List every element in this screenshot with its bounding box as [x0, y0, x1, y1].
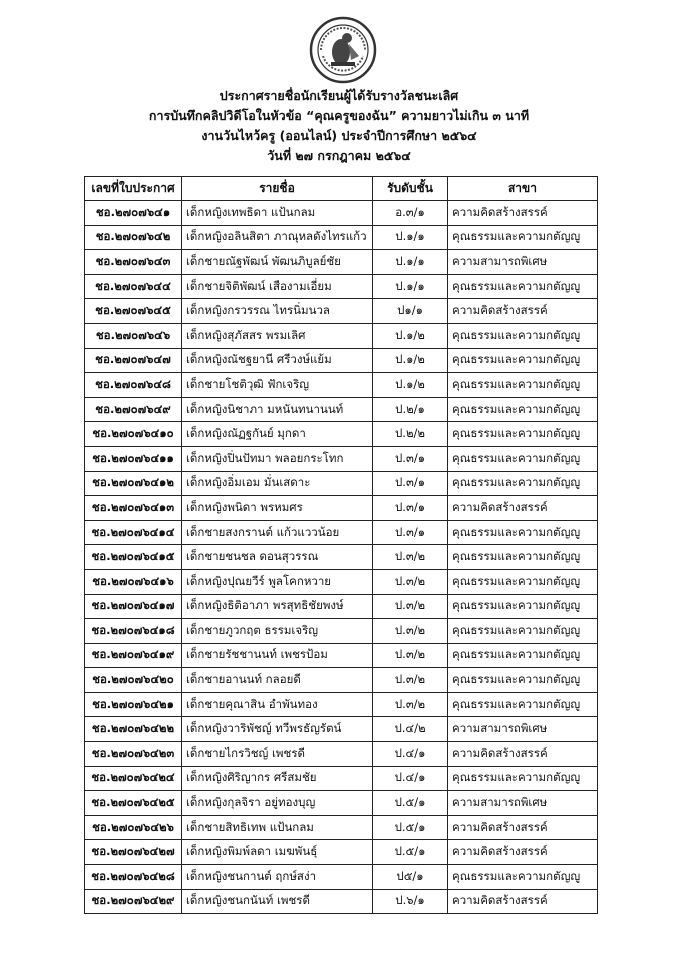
category-cell: คุณธรรมและความกตัญญู: [448, 471, 598, 496]
category-cell: คุณธรรมและความกตัญญู: [448, 225, 598, 250]
category-cell: คุณธรรมและความกตัญญู: [448, 865, 598, 890]
category-cell: คุณธรรมและความกตัญญู: [448, 274, 598, 299]
table-row: [85, 520, 598, 545]
certificate-number-cell: ชอ.๒๗๐๗๖๔๑๗: [85, 594, 182, 619]
grade-cell: ป.๓/๒: [373, 594, 448, 619]
category-cell: คุณธรรมและความกตัญญู: [448, 397, 598, 422]
table-row: [85, 348, 598, 373]
announcement-date: วันที่ ๒๗ กรกฎาคม ๒๕๖๔: [267, 148, 411, 163]
table-row: [85, 323, 598, 348]
category-cell: คุณธรรมและความกตัญญู: [448, 520, 598, 545]
student-name-cell: เด็กชายสงกรานต์ แก้วแววน้อย: [182, 520, 373, 545]
header-certificate-number: เลขที่ใบประกาศ: [85, 177, 182, 201]
grade-cell: ป.๑/๑: [373, 250, 448, 275]
student-name-cell: เด็กชายไกรวิชญ์ เพชรดี: [182, 742, 373, 767]
grade-cell: ป.๕/๑: [373, 840, 448, 865]
table-row: [85, 373, 598, 398]
category-cell: ความคิดสร้างสรรค์: [448, 889, 598, 914]
student-name-cell: เด็กชายณัฐพัฒน์ พัฒนภิบูลย์ชัย: [182, 250, 373, 275]
grade-cell: ป.๒/๒: [373, 422, 448, 447]
category-cell: คุณธรรมและความกตัญญู: [448, 323, 598, 348]
category-cell: คุณธรรมและความกตัญญู: [448, 348, 598, 373]
student-name-cell: เด็กชายภูวกฤต ธรรมเจริญ: [182, 619, 373, 644]
certificate-number-cell: ชอ.๒๗๐๗๖๔๒๙: [85, 889, 182, 914]
grade-cell: ป.๑/๒: [373, 323, 448, 348]
grade-cell: ป.๑/๑: [373, 225, 448, 250]
student-name-cell: เด็กหญิงณัชฐยานี ศรีวงษ์แย้ม: [182, 348, 373, 373]
table-row: [85, 496, 598, 521]
certificate-number-cell: ชอ.๒๗๐๗๖๔๓: [85, 250, 182, 275]
certificate-number-cell: ชอ.๒๗๐๗๖๔๑๐: [85, 422, 182, 447]
certificate-number-cell: ชอ.๒๗๐๗๖๔๑๓: [85, 496, 182, 521]
student-name-cell: เด็กหญิงณัฏฐกันย์ มุกดา: [182, 422, 373, 447]
certificate-number-cell: ชอ.๒๗๐๗๖๔๑๔: [85, 520, 182, 545]
grade-cell: ป.๓/๑: [373, 446, 448, 471]
grade-cell: ป.๓/๒: [373, 668, 448, 693]
certificate-number-cell: ชอ.๒๗๐๗๖๔๑๒: [85, 471, 182, 496]
certificate-number-cell: ชอ.๒๗๐๗๖๔๕: [85, 299, 182, 324]
certificate-number-cell: ชอ.๒๗๐๗๖๔๑: [85, 201, 182, 226]
category-cell: คุณธรรมและความกตัญญู: [448, 545, 598, 570]
winners-table: [84, 176, 598, 914]
certificate-number-cell: ชอ.๒๗๐๗๖๔๒๐: [85, 668, 182, 693]
student-name-cell: เด็กหญิงอิ่มเอม มั่นเสดาะ: [182, 471, 373, 496]
table-row: [85, 422, 598, 447]
header-grade: รับดับชั้น: [373, 177, 448, 201]
student-name-cell: เด็กชายโชติวุฒิ ฟักเจริญ: [182, 373, 373, 398]
student-name-cell: เด็กชายสิทธิเทพ แป้นกลม: [182, 815, 373, 840]
grade-cell: ป.๓/๒: [373, 692, 448, 717]
table-row: [85, 594, 598, 619]
certificate-number-cell: ชอ.๒๗๐๗๖๔๒๗: [85, 840, 182, 865]
table-row: [85, 889, 598, 914]
table-row: [85, 397, 598, 422]
certificate-number-cell: ชอ.๒๗๐๗๖๔๒๔: [85, 766, 182, 791]
category-cell: ความคิดสร้างสรรค์: [448, 742, 598, 767]
table-row: [85, 569, 598, 594]
student-name-cell: เด็กชายจิติพัฒน์ เสืองามเอี่ยม: [182, 274, 373, 299]
category-cell: คุณธรรมและความกตัญญู: [448, 643, 598, 668]
category-cell: คุณธรรมและความกตัญญู: [448, 569, 598, 594]
student-name-cell: เด็กหญิงเทพธิดา แป้นกลม: [182, 201, 373, 226]
student-name-cell: เด็กหญิงพิมพ์ลดา เมฆพันธุ์: [182, 840, 373, 865]
table-row: [85, 766, 598, 791]
certificate-number-cell: ชอ.๒๗๐๗๖๔๑๘: [85, 619, 182, 644]
certificate-number-cell: ชอ.๒๗๐๗๖๔๒๒: [85, 717, 182, 742]
student-name-cell: เด็กชายรัชชานนท์ เพชรป้อม: [182, 643, 373, 668]
student-name-cell: เด็กหญิงนิชาภา มหนันทนานนท์: [182, 397, 373, 422]
grade-cell: ป.๓/๑: [373, 496, 448, 521]
certificate-number-cell: ชอ.๒๗๐๗๖๔๑๖: [85, 569, 182, 594]
category-cell: ความสามารถพิเศษ: [448, 250, 598, 275]
grade-cell: ป.๒/๑: [373, 397, 448, 422]
table-row: [85, 446, 598, 471]
grade-cell: ป.๓/๒: [373, 545, 448, 570]
student-name-cell: เด็กชายอานนท์ กลอยดี: [182, 668, 373, 693]
student-name-cell: เด็กหญิงชนกนันท์ เพชรดี: [182, 889, 373, 914]
table-row: [85, 299, 598, 324]
grade-cell: ป.๔/๑: [373, 742, 448, 767]
table-row: [85, 865, 598, 890]
table-row: [85, 619, 598, 644]
category-cell: ความคิดสร้างสรรค์: [448, 496, 598, 521]
header-category: สาขา: [448, 177, 598, 201]
announcement-title: ประกาศรายชื่อนักเรียนผู้ได้รับรางวัลชนะเลิศ: [219, 88, 459, 103]
category-cell: ความคิดสร้างสรรค์: [448, 299, 598, 324]
student-name-cell: เด็กหญิงปุณยวีร์ พูลโคกหวาย: [182, 569, 373, 594]
student-name-cell: เด็กหญิงพนิดา พรหมศร: [182, 496, 373, 521]
grade-cell: ป.๖/๑: [373, 889, 448, 914]
category-cell: คุณธรรมและความกตัญญู: [448, 766, 598, 791]
grade-cell: ป.๑/๒: [373, 348, 448, 373]
category-cell: ความคิดสร้างสรรค์: [448, 840, 598, 865]
grade-cell: ป๑/๑: [373, 299, 448, 324]
table-row: [85, 545, 598, 570]
grade-cell: ป.๓/๑: [373, 520, 448, 545]
category-cell: คุณธรรมและความกตัญญู: [448, 619, 598, 644]
table-row: [85, 692, 598, 717]
event-name: งานวันไหว้ครู (ออนไลน์) ประจำปีการศึกษา ๒๕๖๔: [201, 128, 477, 143]
category-cell: ความคิดสร้างสรรค์: [448, 815, 598, 840]
student-name-cell: เด็กหญิงอลินสิตา ภาณุหลดังไทรแก้ว: [182, 225, 373, 250]
table-row: [85, 742, 598, 767]
certificate-number-cell: ชอ.๒๗๐๗๖๔๒๓: [85, 742, 182, 767]
certificate-number-cell: ชอ.๒๗๐๗๖๔๔: [85, 274, 182, 299]
student-name-cell: เด็กหญิงชนกานต์ ฤกษ์สง่า: [182, 865, 373, 890]
certificate-number-cell: ชอ.๒๗๐๗๖๔๖: [85, 323, 182, 348]
student-name-cell: เด็กหญิงกรวรรณ ไทรนิ่มนวล: [182, 299, 373, 324]
grade-cell: ป.๑/๒: [373, 373, 448, 398]
certificate-number-cell: ชอ.๒๗๐๗๖๔๒๘: [85, 865, 182, 890]
grade-cell: ป.๕/๑: [373, 815, 448, 840]
table-row: [85, 201, 598, 226]
table-row: [85, 815, 598, 840]
student-name-cell: เด็กหญิงกุลจิรา อยู่ทองบุญ: [182, 791, 373, 816]
grade-cell: ป.๓/๒: [373, 619, 448, 644]
category-cell: ความสามารถพิเศษ: [448, 717, 598, 742]
table-row: [85, 643, 598, 668]
table-row: [85, 791, 598, 816]
category-cell: ความคิดสร้างสรรค์: [448, 201, 598, 226]
contest-subtitle: การบันทึกคลิปวิดีโอในหัวข้อ “คุณครูของฉัน” ความยาวไม่เกิน ๓ นาที: [148, 108, 530, 123]
certificate-number-cell: ชอ.๒๗๐๗๖๔๒๕: [85, 791, 182, 816]
grade-cell: ป๕/๑: [373, 865, 448, 890]
header-name: รายชื่อ: [182, 177, 373, 201]
category-cell: คุณธรรมและความกตัญญู: [448, 373, 598, 398]
student-name-cell: เด็กหญิงวาริพัชญ์ ทวีพรธัญรัตน์: [182, 717, 373, 742]
table-row: [85, 840, 598, 865]
grade-cell: อ.๓/๑: [373, 201, 448, 226]
table-header-row: [85, 177, 598, 201]
student-name-cell: เด็กหญิงศิริญากร ศรีสมชัย: [182, 766, 373, 791]
student-name-cell: เด็กหญิงสุภัสสร พรมเลิศ: [182, 323, 373, 348]
category-cell: คุณธรรมและความกตัญญู: [448, 422, 598, 447]
certificate-number-cell: ชอ.๒๗๐๗๖๔๑๙: [85, 643, 182, 668]
certificate-number-cell: ชอ.๒๗๐๗๖๔๘: [85, 373, 182, 398]
grade-cell: ป.๓/๑: [373, 471, 448, 496]
category-cell: คุณธรรมและความกตัญญู: [448, 446, 598, 471]
student-name-cell: เด็กหญิงธิติอาภา พรสุทธิชัยพงษ์: [182, 594, 373, 619]
table-row: [85, 250, 598, 275]
student-name-cell: เด็กชายคุณาสิน อำพันทอง: [182, 692, 373, 717]
certificate-number-cell: ชอ.๒๗๐๗๖๔๒๖: [85, 815, 182, 840]
student-name-cell: เด็กชายชนชล ดอนสุวรรณ: [182, 545, 373, 570]
certificate-number-cell: ชอ.๒๗๐๗๖๔๙: [85, 397, 182, 422]
table-row: [85, 717, 598, 742]
grade-cell: ป.๔/๑: [373, 766, 448, 791]
certificate-number-cell: ชอ.๒๗๐๗๖๔๗: [85, 348, 182, 373]
grade-cell: ป.๓/๒: [373, 643, 448, 668]
grade-cell: ป.๕/๑: [373, 791, 448, 816]
certificate-number-cell: ชอ.๒๗๐๗๖๔๑๕: [85, 545, 182, 570]
grade-cell: ป.๓/๒: [373, 569, 448, 594]
school-emblem-icon: [309, 16, 377, 84]
category-cell: คุณธรรมและความกตัญญู: [448, 668, 598, 693]
table-row: [85, 225, 598, 250]
category-cell: คุณธรรมและความกตัญญู: [448, 594, 598, 619]
student-name-cell: เด็กหญิงปิ่นปัทมา พลอยกระโทก: [182, 446, 373, 471]
certificate-number-cell: ชอ.๒๗๐๗๖๔๒๑: [85, 692, 182, 717]
grade-cell: ป.๔/๒: [373, 717, 448, 742]
table-row: [85, 471, 598, 496]
certificate-number-cell: ชอ.๒๗๐๗๖๔๑๑: [85, 446, 182, 471]
certificate-number-cell: ชอ.๒๗๐๗๖๔๒: [85, 225, 182, 250]
table-row: [85, 274, 598, 299]
category-cell: คุณธรรมและความกตัญญู: [448, 692, 598, 717]
table-row: [85, 668, 598, 693]
grade-cell: ป.๑/๑: [373, 274, 448, 299]
category-cell: ความสามารถพิเศษ: [448, 791, 598, 816]
